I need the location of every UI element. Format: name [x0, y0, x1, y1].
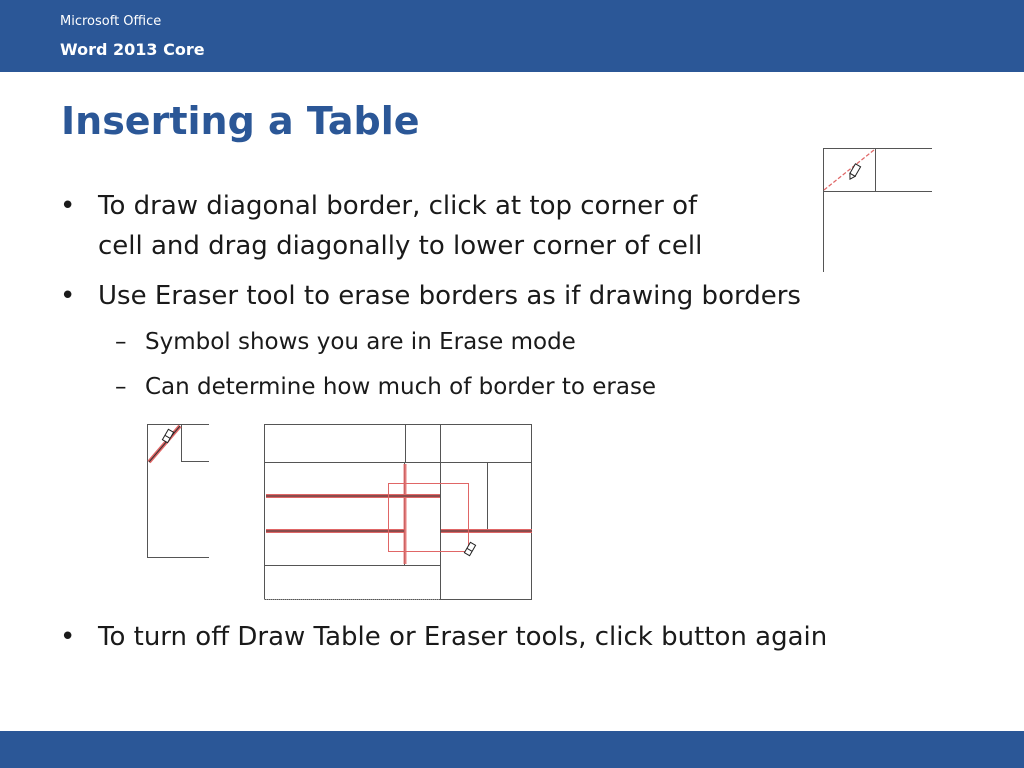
- bullet-text: To turn off Draw Table or Eraser tools, click button again: [98, 622, 828, 652]
- eraser-icon: [464, 542, 475, 555]
- eraser-table-example: [262, 422, 536, 604]
- eraser-icon: [162, 429, 173, 442]
- diagonal-border-drawing: [820, 146, 934, 274]
- sub-bullet-mark: –: [115, 329, 127, 355]
- bullet-eraser-tool: [60, 276, 960, 316]
- eraser-diagonal-example: [145, 422, 213, 560]
- bullet-mark: •: [60, 281, 76, 311]
- pencil-icon: [847, 164, 860, 181]
- sub-bullet-mark: –: [115, 374, 127, 400]
- bullet-turn-off-tools: [60, 617, 960, 657]
- header-course-name: Word 2013 Core: [60, 40, 205, 59]
- bullet-text-line-1: To draw diagonal border, click at top corner of: [98, 191, 698, 221]
- sub-bullet-erase-mode: [115, 325, 815, 359]
- header-product-name: Microsoft Office: [60, 14, 162, 29]
- bullet-diagonal-border: [60, 186, 820, 266]
- slide-title: Inserting a Table: [61, 99, 420, 143]
- bullet-mark: •: [60, 622, 76, 652]
- bullet-mark: •: [60, 191, 76, 221]
- slide-header: [0, 0, 1024, 72]
- slide-footer: [0, 731, 1024, 768]
- bullet-text: Use Eraser tool to erase borders as if drawing borders: [98, 281, 801, 311]
- sub-bullet-text: Symbol shows you are in Erase mode: [145, 329, 576, 355]
- bullet-text-line-2: cell and drag diagonally to lower corner of cell: [98, 231, 703, 261]
- sub-bullet-text: Can determine how much of border to erase: [145, 374, 657, 400]
- sub-bullet-how-much: [115, 370, 815, 404]
